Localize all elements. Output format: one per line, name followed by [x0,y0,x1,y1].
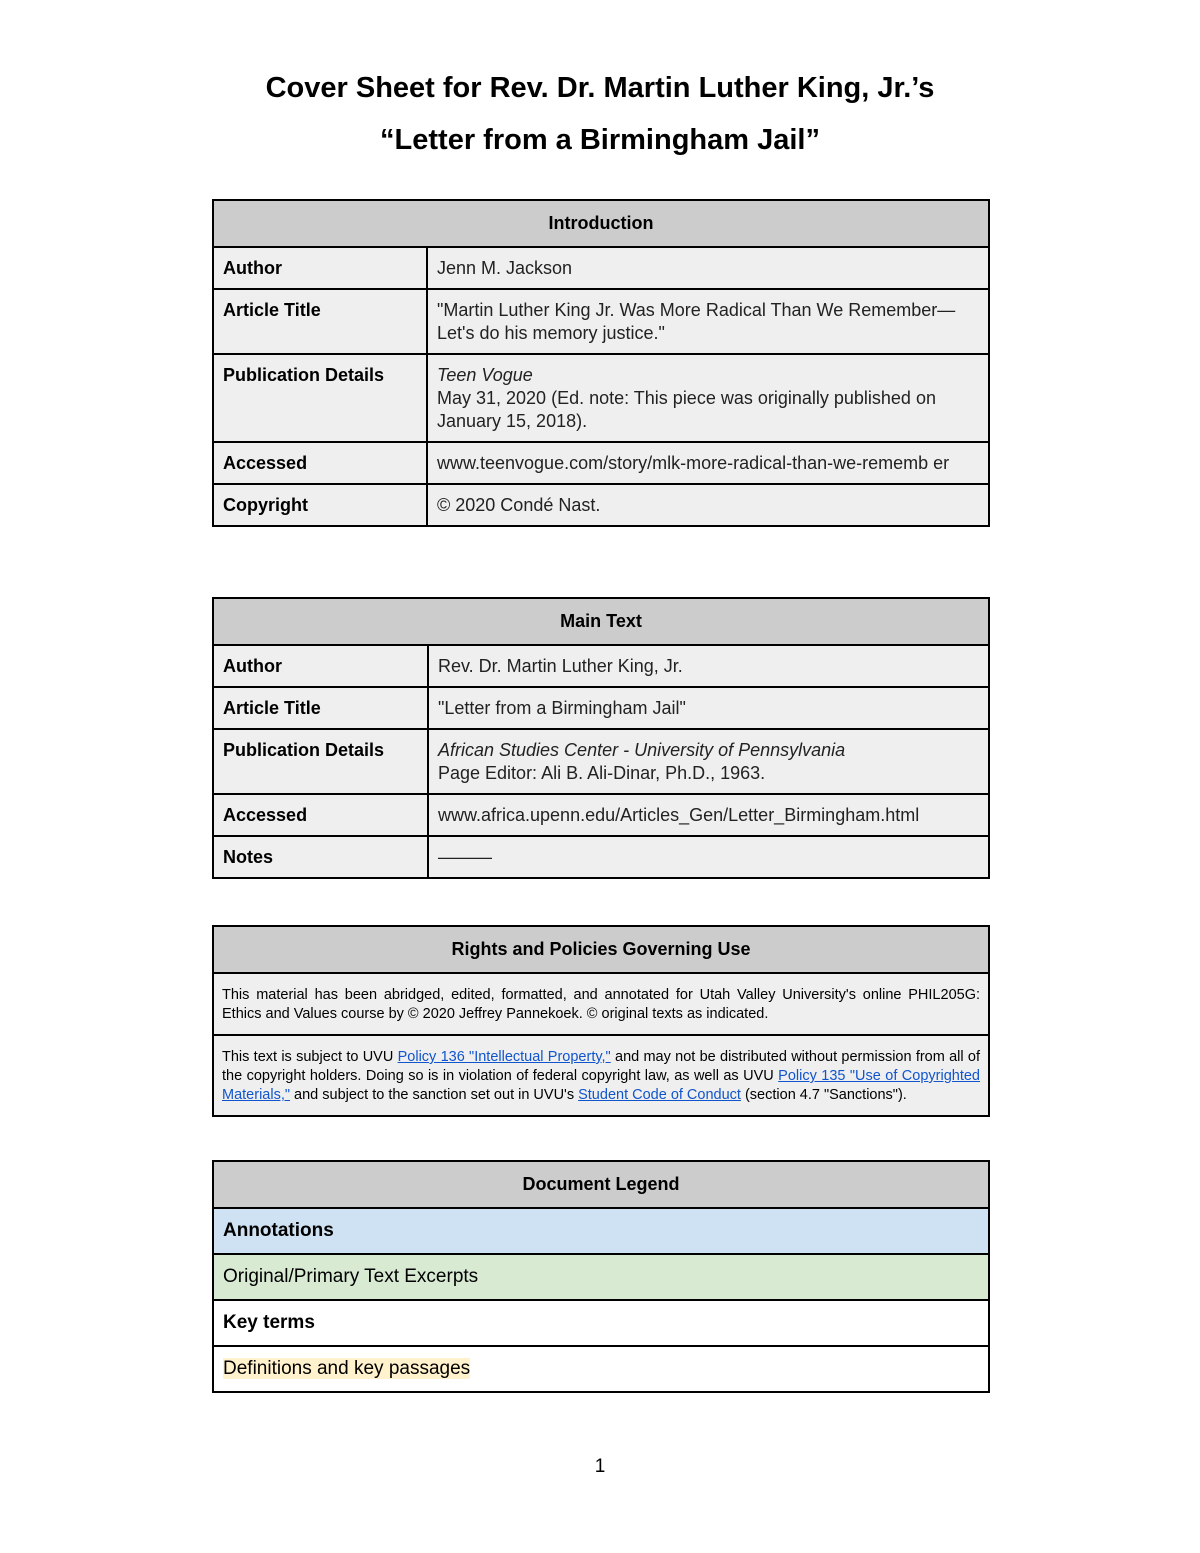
rights-paragraph-2 [213,1035,989,1116]
publication-details-value [428,729,989,794]
page-number: 1 [594,1456,606,1477]
main-text-table [212,597,990,879]
accessed-label: Accessed [213,442,427,484]
introduction-header: Introduction [213,200,989,247]
rights-paragraph-1: This material has been abridged, edited, formatted, and annotated for Utah Valley University's online PHIL205G: Ethics and Values course by © 2020 Jeffrey Pannekoek. © original texts as indicated. [213,973,989,1035]
legend-row-key-terms [213,1300,989,1346]
legend-row-original [213,1254,989,1300]
author-label: Author [213,247,427,289]
accessed-label: Accessed [213,794,428,836]
accessed-url: www.teenvogue.com/story/mlk-more-radical-than-we-rememb er [427,442,989,484]
document-legend-table [212,1160,990,1393]
table-row [213,354,989,442]
policy-135-link[interactable]: Policy 135 "Use of Copyrighted Materials," [222,1068,980,1103]
article-title-value: "Letter from a Birmingham Jail" [428,687,989,729]
article-title-label: Article Title [213,289,427,354]
author-value: Rev. Dr. Martin Luther King, Jr. [428,645,989,687]
legend-key-terms: Key terms [213,1300,989,1346]
table-row [213,973,989,1035]
publication-details-value [427,354,989,442]
table-row [213,687,989,729]
main-text-header: Main Text [213,598,989,645]
publication-details-label: Publication Details [213,729,428,794]
rights-text: and may not be distributed without permission from all of the copyright holders. Doing so is in violation of federal copyright law, as well as UVU [222,1049,980,1084]
rights-text: and subject to the sanction set out in UVU's [290,1087,579,1103]
document-title-line2: “Letter from a Birmingham Jail” [380,124,820,156]
table-row [213,247,989,289]
table-row [213,794,989,836]
legend-original-text: Original/Primary Text Excerpts [213,1254,989,1300]
document-title-line1: Cover Sheet for Rev. Dr. Martin Luther King, Jr.’s [265,72,935,104]
legend-header: Document Legend [213,1161,989,1208]
author-value: Jenn M. Jackson [427,247,989,289]
publication-date: May 31, 2020 (Ed. note: This piece was originally published on January 15, 2018). [437,388,936,431]
copyright-value: © 2020 Condé Nast. [427,484,989,526]
publication-source: African Studies Center - University of Pennsylvania [438,740,846,760]
notes-value: ——— [428,836,989,878]
policy-136-link[interactable]: Policy 136 "Intellectual Property," [397,1049,611,1065]
rights-table [212,925,990,1117]
legend-definitions: Definitions and key passages [223,1358,471,1379]
rights-text: (section 4.7 "Sanctions"). [740,1087,907,1103]
table-row [213,645,989,687]
legend-row-definitions [213,1346,989,1392]
legend-annotations: Annotations [213,1208,989,1254]
legend-row-annotations [213,1208,989,1254]
table-row [213,289,989,354]
rights-header: Rights and Policies Governing Use [213,926,989,973]
rights-text: This text is subject to UVU [222,1049,398,1065]
table-row [213,484,989,526]
table-row [213,442,989,484]
copyright-label: Copyright [213,484,427,526]
notes-label: Notes [213,836,428,878]
publication-details-label: Publication Details [213,354,427,442]
article-title-value: "Martin Luther King Jr. Was More Radical Than We Remember—Let's do his memory justice." [427,289,989,354]
table-row [213,729,989,794]
publication-editor: Page Editor: Ali B. Ali-Dinar, Ph.D., 1963. [438,763,766,783]
table-row [213,836,989,878]
publication-source: Teen Vogue [437,365,533,385]
author-label: Author [213,645,428,687]
introduction-table [212,199,990,527]
table-row [213,1035,989,1116]
accessed-url: www.africa.upenn.edu/Articles_Gen/Letter_Birmingham.html [428,794,989,836]
article-title-label: Article Title [213,687,428,729]
legend-definitions-cell [213,1346,989,1392]
student-code-link[interactable]: Student Code of Conduct [578,1087,741,1103]
